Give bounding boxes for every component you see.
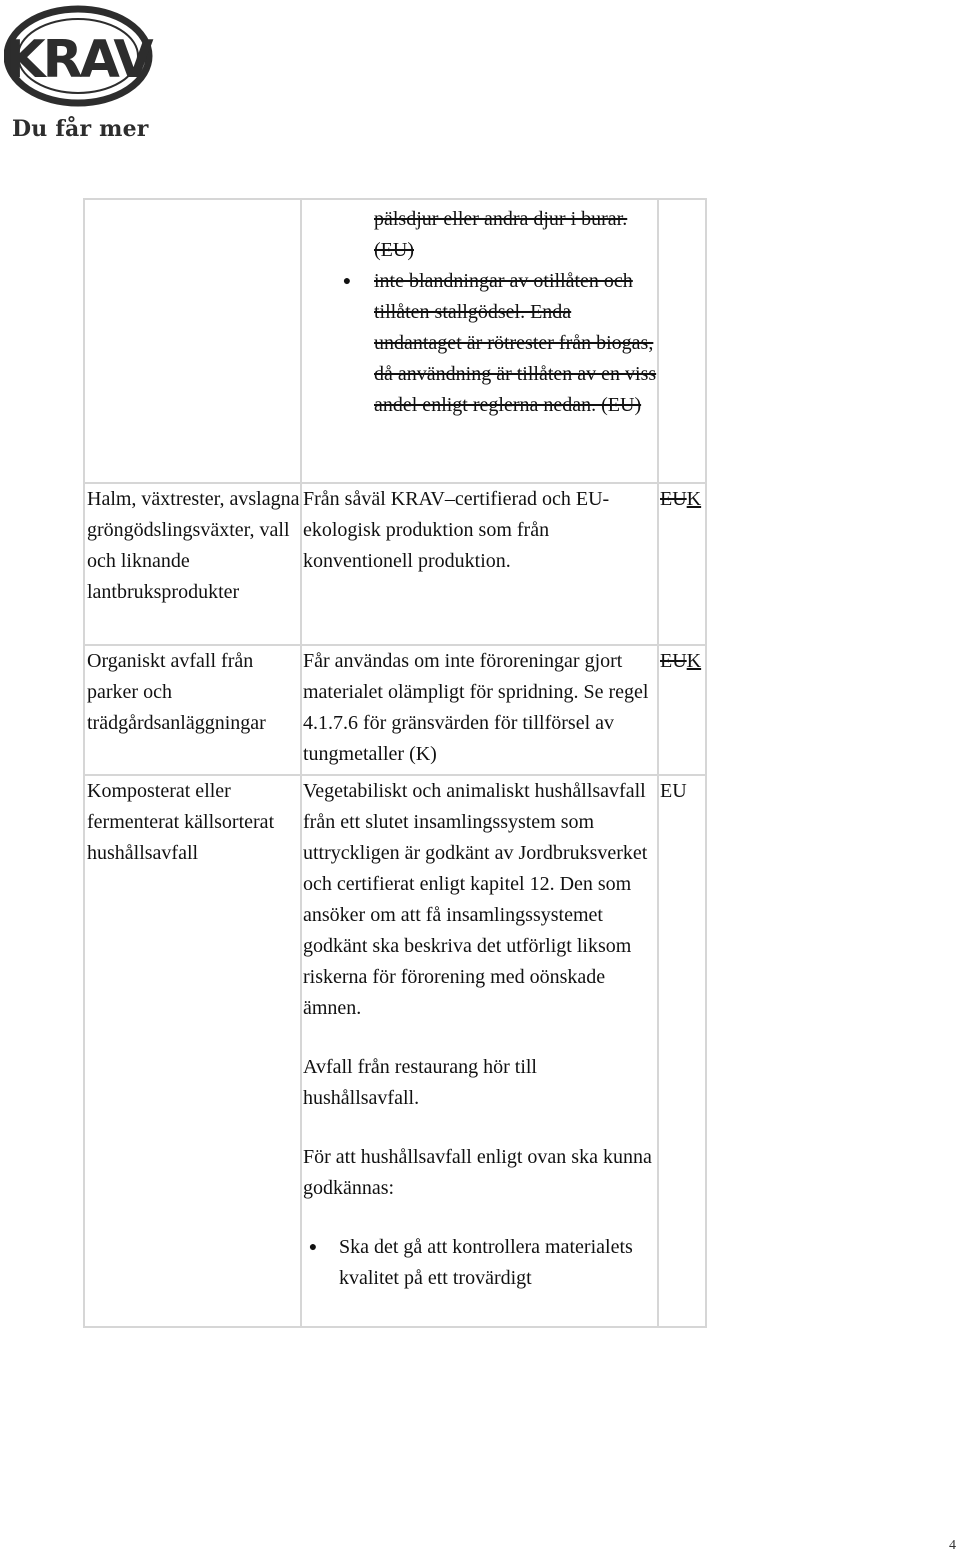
origin-cell <box>658 645 706 775</box>
origin-cell <box>658 483 706 645</box>
paragraph: Avfall från restaurang hör till hushållsavfall. <box>303 1056 537 1109</box>
product-cell <box>84 199 301 483</box>
list-item <box>303 266 657 421</box>
krav-logo <box>4 4 154 149</box>
product-cell: Organiskt avfall från parker och trädgårdsanläggningar <box>84 645 301 775</box>
table-row <box>84 199 706 483</box>
origin-cell: EU <box>658 775 706 1327</box>
origin-underlined: K <box>686 650 702 672</box>
condition-cell: Får användas om inte föroreningar gjort materialet olämpligt för spridning. Se regel 4.1.7.6 för gränsvärden för tillförsel av tungmetaller (K) <box>301 645 658 775</box>
krav-logo-graphic <box>4 4 154 114</box>
logo-text: KRAV <box>5 30 151 90</box>
paragraph: Vegetabiliskt och animaliskt hushållsavfall från ett slutet insamlingssystem som uttryckligen är godkänt av Jordbruksverket och certifierat enligt kapitel 12. Den som ansöker om att få insamlingssystemet godkänt ska beskriva det utförligt liksom riskerna för förorening med oönskade ämnen. <box>303 780 648 1019</box>
condition-cell <box>301 775 658 1327</box>
bullet-list <box>303 266 657 421</box>
bullet-icon: ● <box>308 1240 318 1255</box>
list-item <box>303 1232 657 1294</box>
list-item-text: Ska det gå att kontrollera materialets kvalitet på ett trovärdigt <box>339 1236 633 1289</box>
bullet-list <box>303 1232 657 1294</box>
list-item-continued: pälsdjur eller andra djur i burar. (EU) <box>374 208 628 261</box>
origin-underlined: K <box>686 488 702 510</box>
origin-cell <box>658 199 706 483</box>
origin-struck: EU <box>660 650 687 672</box>
product-cell: Komposterat eller fermenterat källsorterat hushållsavfall <box>84 775 301 1327</box>
fertilizer-table <box>83 198 707 1328</box>
condition-cell <box>301 199 658 483</box>
page-number: 4 <box>949 1538 956 1553</box>
origin-struck: EU <box>660 488 687 510</box>
table-row <box>84 483 706 645</box>
paragraph: För att hushållsavfall enligt ovan ska kunna godkännas: <box>303 1146 652 1199</box>
product-cell: Halm, växtrester, avslagna gröngödslingsväxter, vall och liknande lantbruksprodukter <box>84 483 301 645</box>
table-row <box>84 775 706 1327</box>
condition-cell: Från såväl KRAV–certifierad och EU-ekologisk produktion som från konventionell produktion. <box>301 483 658 645</box>
logo-tagline: Du får mer <box>12 116 149 142</box>
table-row <box>84 645 706 775</box>
list-item-text: inte blandningar av otillåten och tillåten stallgödsel. Enda undantaget är rötrester från biogas, då användning är tillåten av en viss andel enligt reglerna nedan. (EU) <box>374 270 657 416</box>
bullet-icon: ● <box>342 274 352 289</box>
